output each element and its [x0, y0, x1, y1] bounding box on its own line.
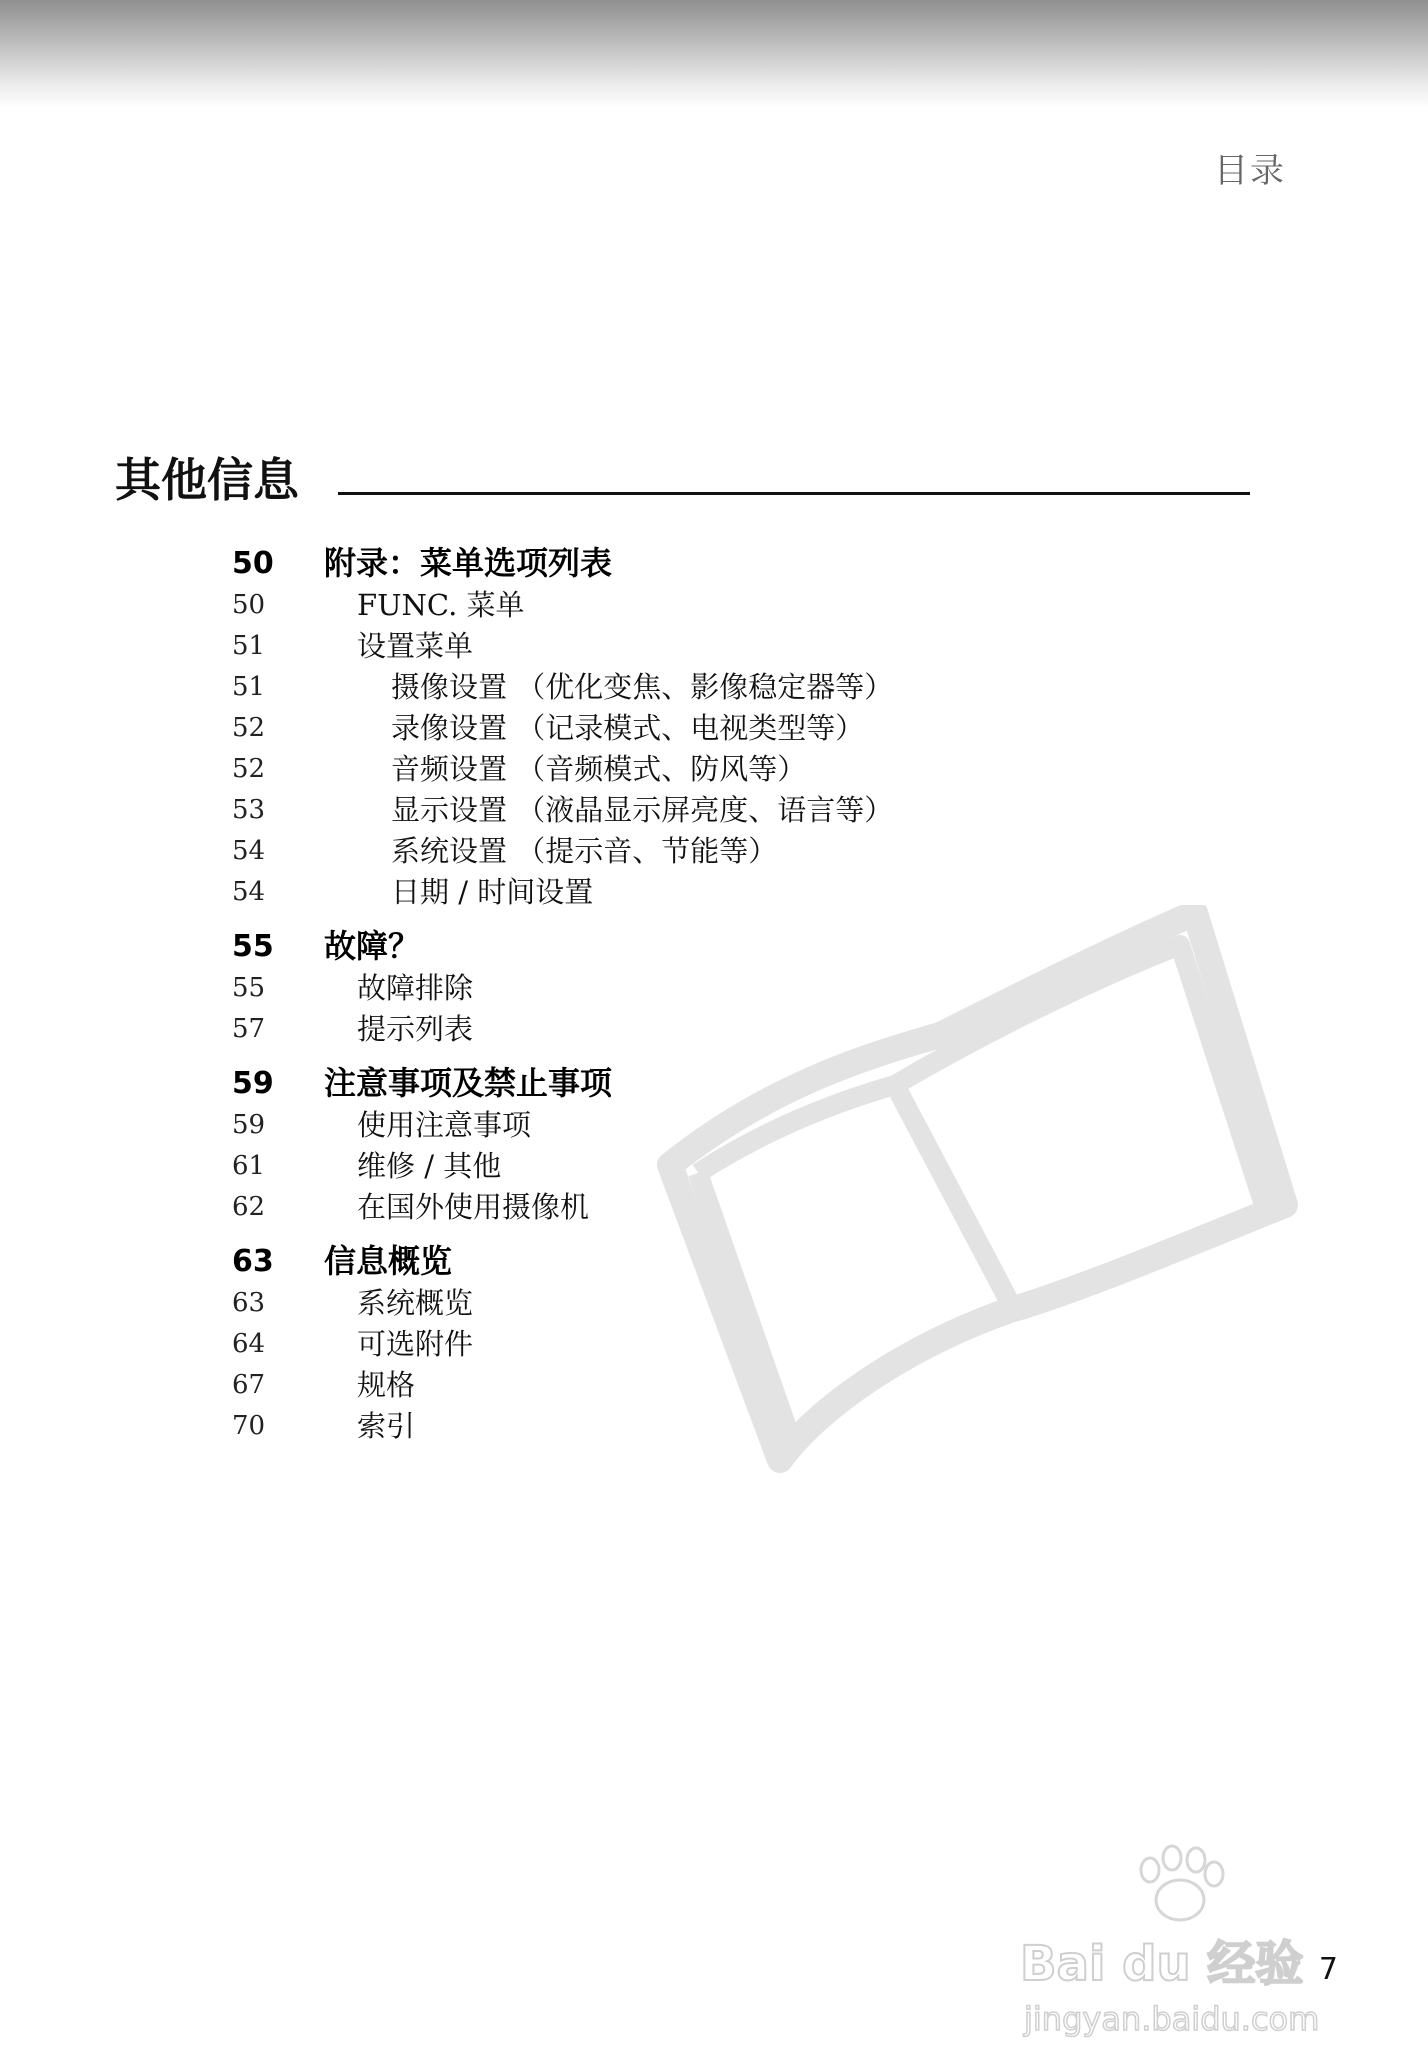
toc-subentry-title: 显示设置 （液晶显示屏亮度、语言等）	[391, 793, 894, 827]
page-header-title: 目录	[1214, 151, 1286, 191]
toc-entry-title: 可选附件	[357, 1327, 474, 1361]
toc-chapter-title: 信息概览	[324, 1242, 453, 1280]
top-gradient-band	[0, 0, 1428, 108]
toc-subentry-title: 日期 / 时间设置	[391, 875, 594, 909]
toc-page-number: 50	[232, 546, 274, 581]
toc-chapter-title: 故障？	[324, 927, 421, 965]
toc-subentry-title: 摄像设置 （优化变焦、影像稳定器等）	[391, 670, 894, 704]
watermark-url: jingyan.baidu.com	[1024, 2000, 1320, 2038]
toc-page-number: 67	[232, 1370, 266, 1400]
toc-entry-title: 维修 / 其他	[357, 1149, 502, 1183]
toc-page-number: 54	[232, 877, 266, 907]
toc-entry-title: 在国外使用摄像机	[357, 1190, 590, 1224]
toc-page-number: 54	[232, 836, 266, 866]
toc-page-number: 59	[232, 1066, 274, 1101]
toc-group	[232, 542, 1132, 913]
toc-page-number: 51	[232, 631, 266, 661]
toc-page-number: 70	[232, 1411, 266, 1441]
toc-page-number: 51	[232, 672, 266, 702]
section-title-rule	[338, 492, 1250, 495]
toc-entry[interactable]	[232, 1406, 1132, 1447]
toc-entry-title: 系统概览	[357, 1286, 474, 1320]
toc-page-number: 52	[232, 713, 266, 743]
toc-entry-title: 索引	[357, 1409, 416, 1443]
toc-entry-title: 故障排除	[357, 971, 474, 1005]
toc-page-number: 57	[232, 1014, 266, 1044]
toc-entry[interactable]	[232, 626, 1132, 667]
toc-group	[232, 1062, 1132, 1228]
toc-entry-title: 提示列表	[357, 1012, 474, 1046]
toc-chapter-row[interactable]	[232, 1240, 1132, 1283]
toc-chapter-row[interactable]	[232, 1062, 1132, 1105]
toc-subentry[interactable]	[232, 790, 1132, 831]
toc-entry[interactable]	[232, 585, 1132, 626]
toc-page-number: 52	[232, 754, 266, 784]
toc-entry[interactable]	[232, 1009, 1132, 1050]
toc-page-number: 50	[232, 590, 266, 620]
toc-page-number: 61	[232, 1151, 266, 1181]
toc-subentry[interactable]	[232, 667, 1132, 708]
toc-group	[232, 1240, 1132, 1447]
toc-page-number: 63	[232, 1244, 274, 1279]
table-of-contents	[232, 542, 1132, 1459]
toc-entry[interactable]	[232, 1324, 1132, 1365]
toc-chapter-title: 附录：菜单选项列表	[324, 544, 613, 582]
toc-subentry[interactable]	[232, 749, 1132, 790]
toc-entry[interactable]	[232, 1146, 1132, 1187]
toc-page-number: 63	[232, 1288, 266, 1318]
toc-chapter-row[interactable]	[232, 925, 1132, 968]
page-number: 7	[1318, 1952, 1338, 1987]
toc-entry-title: 规格	[357, 1368, 416, 1402]
toc-entry-title: 使用注意事项	[357, 1108, 532, 1142]
toc-group	[232, 925, 1132, 1050]
toc-chapter-row[interactable]	[232, 542, 1132, 585]
toc-entry[interactable]	[232, 1365, 1132, 1406]
toc-page-number: 62	[232, 1192, 266, 1222]
toc-subentry[interactable]	[232, 872, 1132, 913]
toc-page-number: 64	[232, 1329, 266, 1359]
toc-entry[interactable]	[232, 1187, 1132, 1228]
toc-subentry[interactable]	[232, 708, 1132, 749]
toc-entry[interactable]	[232, 1105, 1132, 1146]
watermark-brand: Bai du 经验	[1020, 1936, 1304, 1992]
toc-chapter-title: 注意事项及禁止事项	[324, 1064, 613, 1102]
toc-subentry-title: 录像设置 （记录模式、电视类型等）	[391, 711, 865, 745]
baidu-jingyan-watermark	[1010, 1830, 1350, 2050]
toc-subentry-title: 音频设置 （音频模式、防风等）	[391, 752, 807, 786]
toc-entry-title: 设置菜单	[357, 629, 474, 663]
toc-entry-title: FUNC. 菜单	[357, 588, 525, 622]
toc-subentry[interactable]	[232, 831, 1132, 872]
toc-page-number: 55	[232, 929, 274, 964]
toc-page-number: 59	[232, 1110, 266, 1140]
toc-page-number: 53	[232, 795, 266, 825]
section-title: 其他信息	[115, 453, 299, 507]
toc-entry[interactable]	[232, 1283, 1132, 1324]
toc-subentry-title: 系统设置 （提示音、节能等）	[391, 834, 778, 868]
toc-entry[interactable]	[232, 968, 1132, 1009]
toc-page-number: 55	[232, 973, 266, 1003]
